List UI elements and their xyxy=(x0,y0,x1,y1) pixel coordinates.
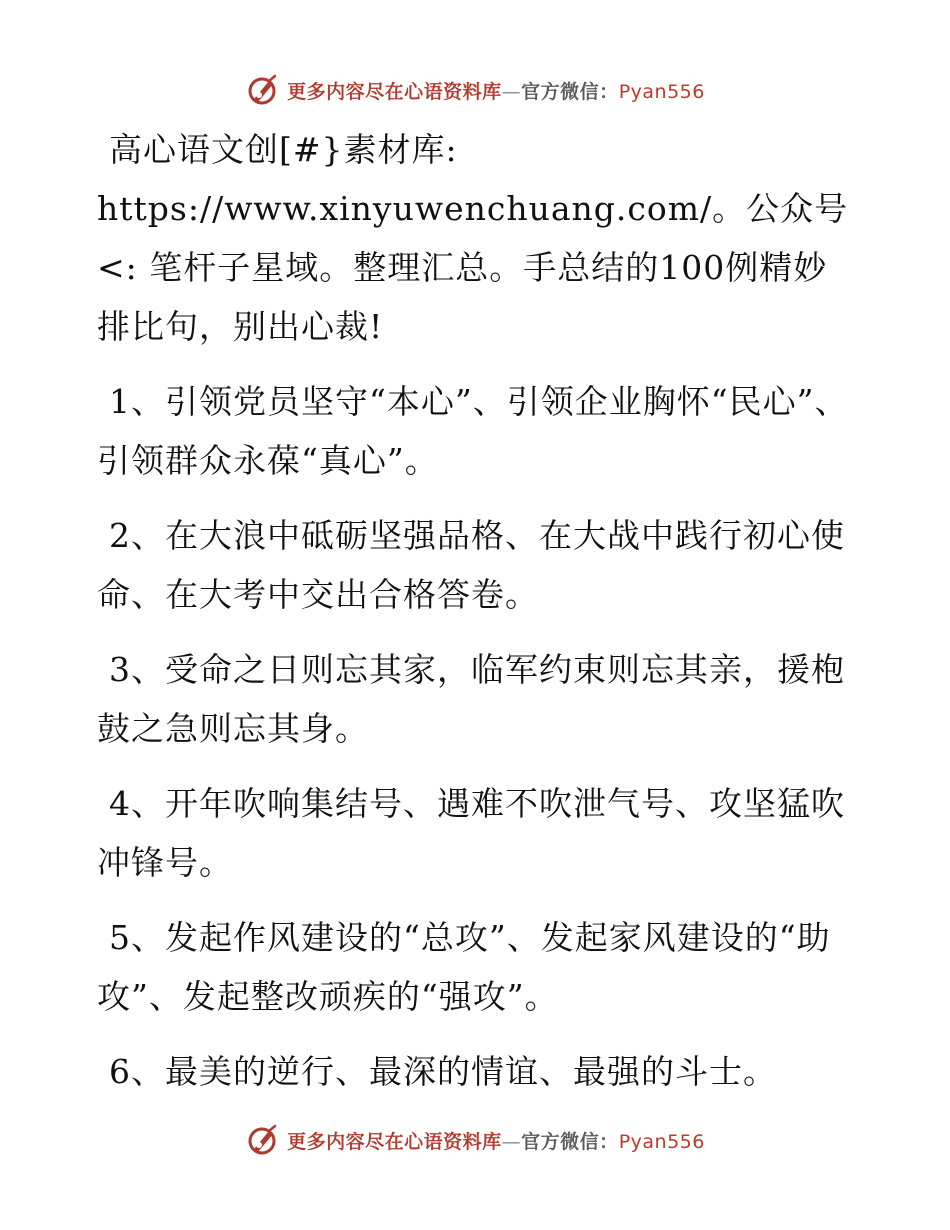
list-item: 3、受命之日则忘其家，临军约束则忘其亲，援枹鼓之急则忘其身。 xyxy=(97,650,845,748)
footer-banner xyxy=(0,1120,950,1160)
intro-paragraph: 高心语文创[#}素材库: https://www.xinyuwenchuang.com/。公众号<: 笔杆子星域。整理汇总。手总结的100例精妙排比句，别出心裁! xyxy=(97,130,849,346)
brush-logo-icon xyxy=(245,73,279,107)
header-banner xyxy=(0,70,950,110)
banner-text: 更多内容尽在心语资料库—官方微信：Pyan556 xyxy=(287,1130,705,1153)
list-item: 1、引领党员坚守“本心”、引领企业胸怀“民心”、引领群众永葆“真心”。 xyxy=(97,382,849,480)
list-item: 5、发起作风建设的“总攻”、发起家风建设的“助攻”、发起整改顽疾的“强攻”。 xyxy=(97,918,831,1016)
list-item: 2、在大浪中砥砺坚强品格、在大战中践行初心使命、在大考中交出合格答卷。 xyxy=(97,516,845,614)
list-item: 6、最美的逆行、最深的情谊、最强的斗士。 xyxy=(109,1052,777,1091)
banner-text: 更多内容尽在心语资料库—官方微信：Pyan556 xyxy=(287,80,705,103)
brush-logo-icon xyxy=(245,1123,279,1157)
document-body xyxy=(97,120,857,1117)
list-item: 4、开年吹响集结号、遇难不吹泄气号、攻坚猛吹冲锋号。 xyxy=(97,784,845,882)
